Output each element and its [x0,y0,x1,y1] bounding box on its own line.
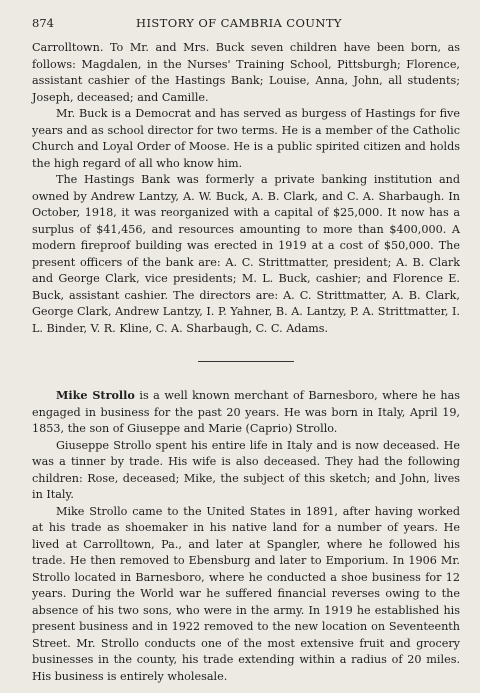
page-header [32,16,448,32]
biography-intro-text: is a well known merchant of Barnesboro, where he has engaged in business for the past 20 years. He was born in Italy, April 19, 1853, the son of Giuseppe and Marie (Caprio) Strollo. [32,389,460,435]
paragraph-strollo-intro [32,387,460,438]
section-divider [198,361,294,362]
paragraph-continuation: Carrolltown. To Mr. and Mrs. Buck seven children have been born, as follows: Magdalen, in the Nurses' Training School, Pittsburgh; Florence, assistant cashier of the Hastings Bank; Louise, Anna, John, all students; Joseph, deceased; and Camille. [32,41,460,104]
paragraph-strollo-career: Mike Strollo came to the United States in 1891, after having worked at his trade as shoemaker in his native land for a number of years. He lived at Carrolltown, Pa., and later at Spangler, where he followed his trade. He then removed to Ebensburg and later to Emporium. In 1906 Mr. Strollo located in Barnesboro, where he conducted a shoe business for 12 years. During the World war he suffered financial reverses owing to the absence of his two sons, who were in the army. In 1919 he established his present business and in 1922 removed to the new location on Seventeenth Street. Mr. Strollo conducts one of the most extensive fruit and grocery businesses in the county, his trade extending within a radius of 20 miles. His business is entirely wholesale. [32,504,460,683]
page-body [32,40,460,685]
paragraph-buck-politics: Mr. Buck is a Democrat and has served as burgess of Hastings for five years and as school director for two terms. He is a member of the Catholic Church and Loyal Order of Moose. He is a public spirited citizen and holds the high regard of all who know him. [32,107,460,170]
paragraph-hastings-bank: The Hastings Bank was formerly a private banking institution and owned by Andrew Lantzy, A. W. Buck, A. B. Clark, and C. A. Sharbaugh. In October, 1918, it was reorganized with a capital of $25,000. It now has a surplus of $41,456, and resources amounting to more than $400,000. A modern fireproof building was erected in 1919 at a cost of $50,000. The present officers of the bank are: A. C. Strittmatter, president; A. B. Clark and George Clark, vice presidents; M. L. Buck, cashier; and Florence E. Buck, assistant cashier. The directors are: A. C. Strittmatter, A. B. Clark, George Clark, Andrew Lantzy, I. P. Yahner, B. A. Lantzy, P. A. Strittmatter, I. L. Binder, V. R. Kline, C. A. Sharbaugh, C. C. Adams. [32,173,460,335]
page-number: 874 [32,16,54,30]
biography-subject-name: Mike Strollo [56,388,135,402]
paragraph-strollo-family: Giuseppe Strollo spent his entire life in Italy and is now deceased. He was a tinner by trade. His wife is also deceased. They had the following children: Rose, deceased; Mike, the subject of this sketch; and John, lives in Italy. [32,438,460,501]
running-head: HISTORY OF CAMBRIA COUNTY [136,16,342,30]
